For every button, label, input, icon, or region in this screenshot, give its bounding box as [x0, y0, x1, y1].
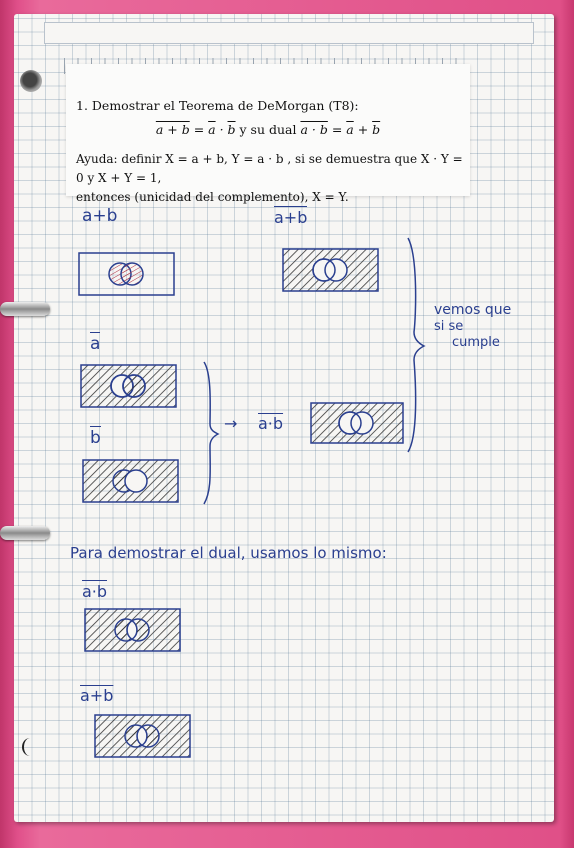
venn-dual-lhs — [84, 608, 182, 654]
conclusion-line-3: cumple — [452, 335, 500, 350]
label-dual-rhs-text: a+b — [80, 686, 114, 705]
formula-plus2: + — [353, 122, 373, 137]
label-dual-rhs — [80, 686, 113, 705]
printed-exercise-card — [66, 64, 470, 204]
formula-lhs2: a · b — [300, 122, 328, 137]
label-a-or-b: a+b — [82, 206, 118, 226]
formula-connector: y su dual — [235, 122, 301, 137]
page-header-box — [44, 22, 534, 44]
exercise-hint — [76, 150, 468, 207]
binder-ring — [0, 526, 50, 540]
label-not-a-or-b: a+b — [274, 208, 308, 227]
formula-eq1: = — [189, 122, 209, 137]
venn-not-b — [82, 459, 180, 505]
punch-hole — [20, 70, 42, 92]
conclusion-line-2: si se — [434, 319, 464, 334]
formula-eq2: = — [327, 122, 347, 137]
label-not-b: b — [90, 428, 101, 448]
hint-line-2: entonces (unicidad del complemento), X = Y. — [76, 190, 349, 204]
label-result: a·b — [258, 414, 284, 433]
dual-heading: Para demostrar el dual, usamos lo mismo: — [70, 544, 387, 562]
bracket-right — [404, 236, 428, 456]
demorgan-formula — [66, 122, 470, 137]
formula-rhs1b: $\overline{b}$ — [227, 122, 236, 137]
venn-result — [310, 402, 406, 446]
punch-hole-mark — [22, 738, 38, 756]
venn-not-a-or-b — [282, 248, 380, 294]
binder-ring — [0, 302, 50, 316]
arrow: → — [224, 414, 238, 433]
label-not-a: a — [90, 334, 101, 354]
bracket-combine — [200, 360, 222, 506]
exercise-title: 1. Demostrar el Teorema de DeMorgan (T8): — [76, 98, 359, 113]
label-dual-lhs: a·b — [82, 582, 108, 601]
formula-dot1: · — [215, 122, 228, 137]
venn-not-a — [80, 364, 178, 410]
formula-rhs1a: $\overline{a}$ — [208, 122, 216, 137]
venn-dual-rhs — [94, 714, 192, 760]
formula-rhs2b: $\overline{b}$ — [372, 122, 381, 137]
hint-line-1: Ayuda: definir X = a + b, Y = a · b , si se demuestra que X · Y = 0 y X + Y = 1, — [76, 152, 463, 185]
notebook-page — [14, 14, 554, 822]
formula-lhs1: a + b — [155, 122, 190, 137]
conclusion-line-1: vemos que — [434, 302, 512, 318]
venn-a-or-b — [78, 252, 176, 298]
formula-rhs2a: $\overline{a}$ — [346, 122, 354, 137]
